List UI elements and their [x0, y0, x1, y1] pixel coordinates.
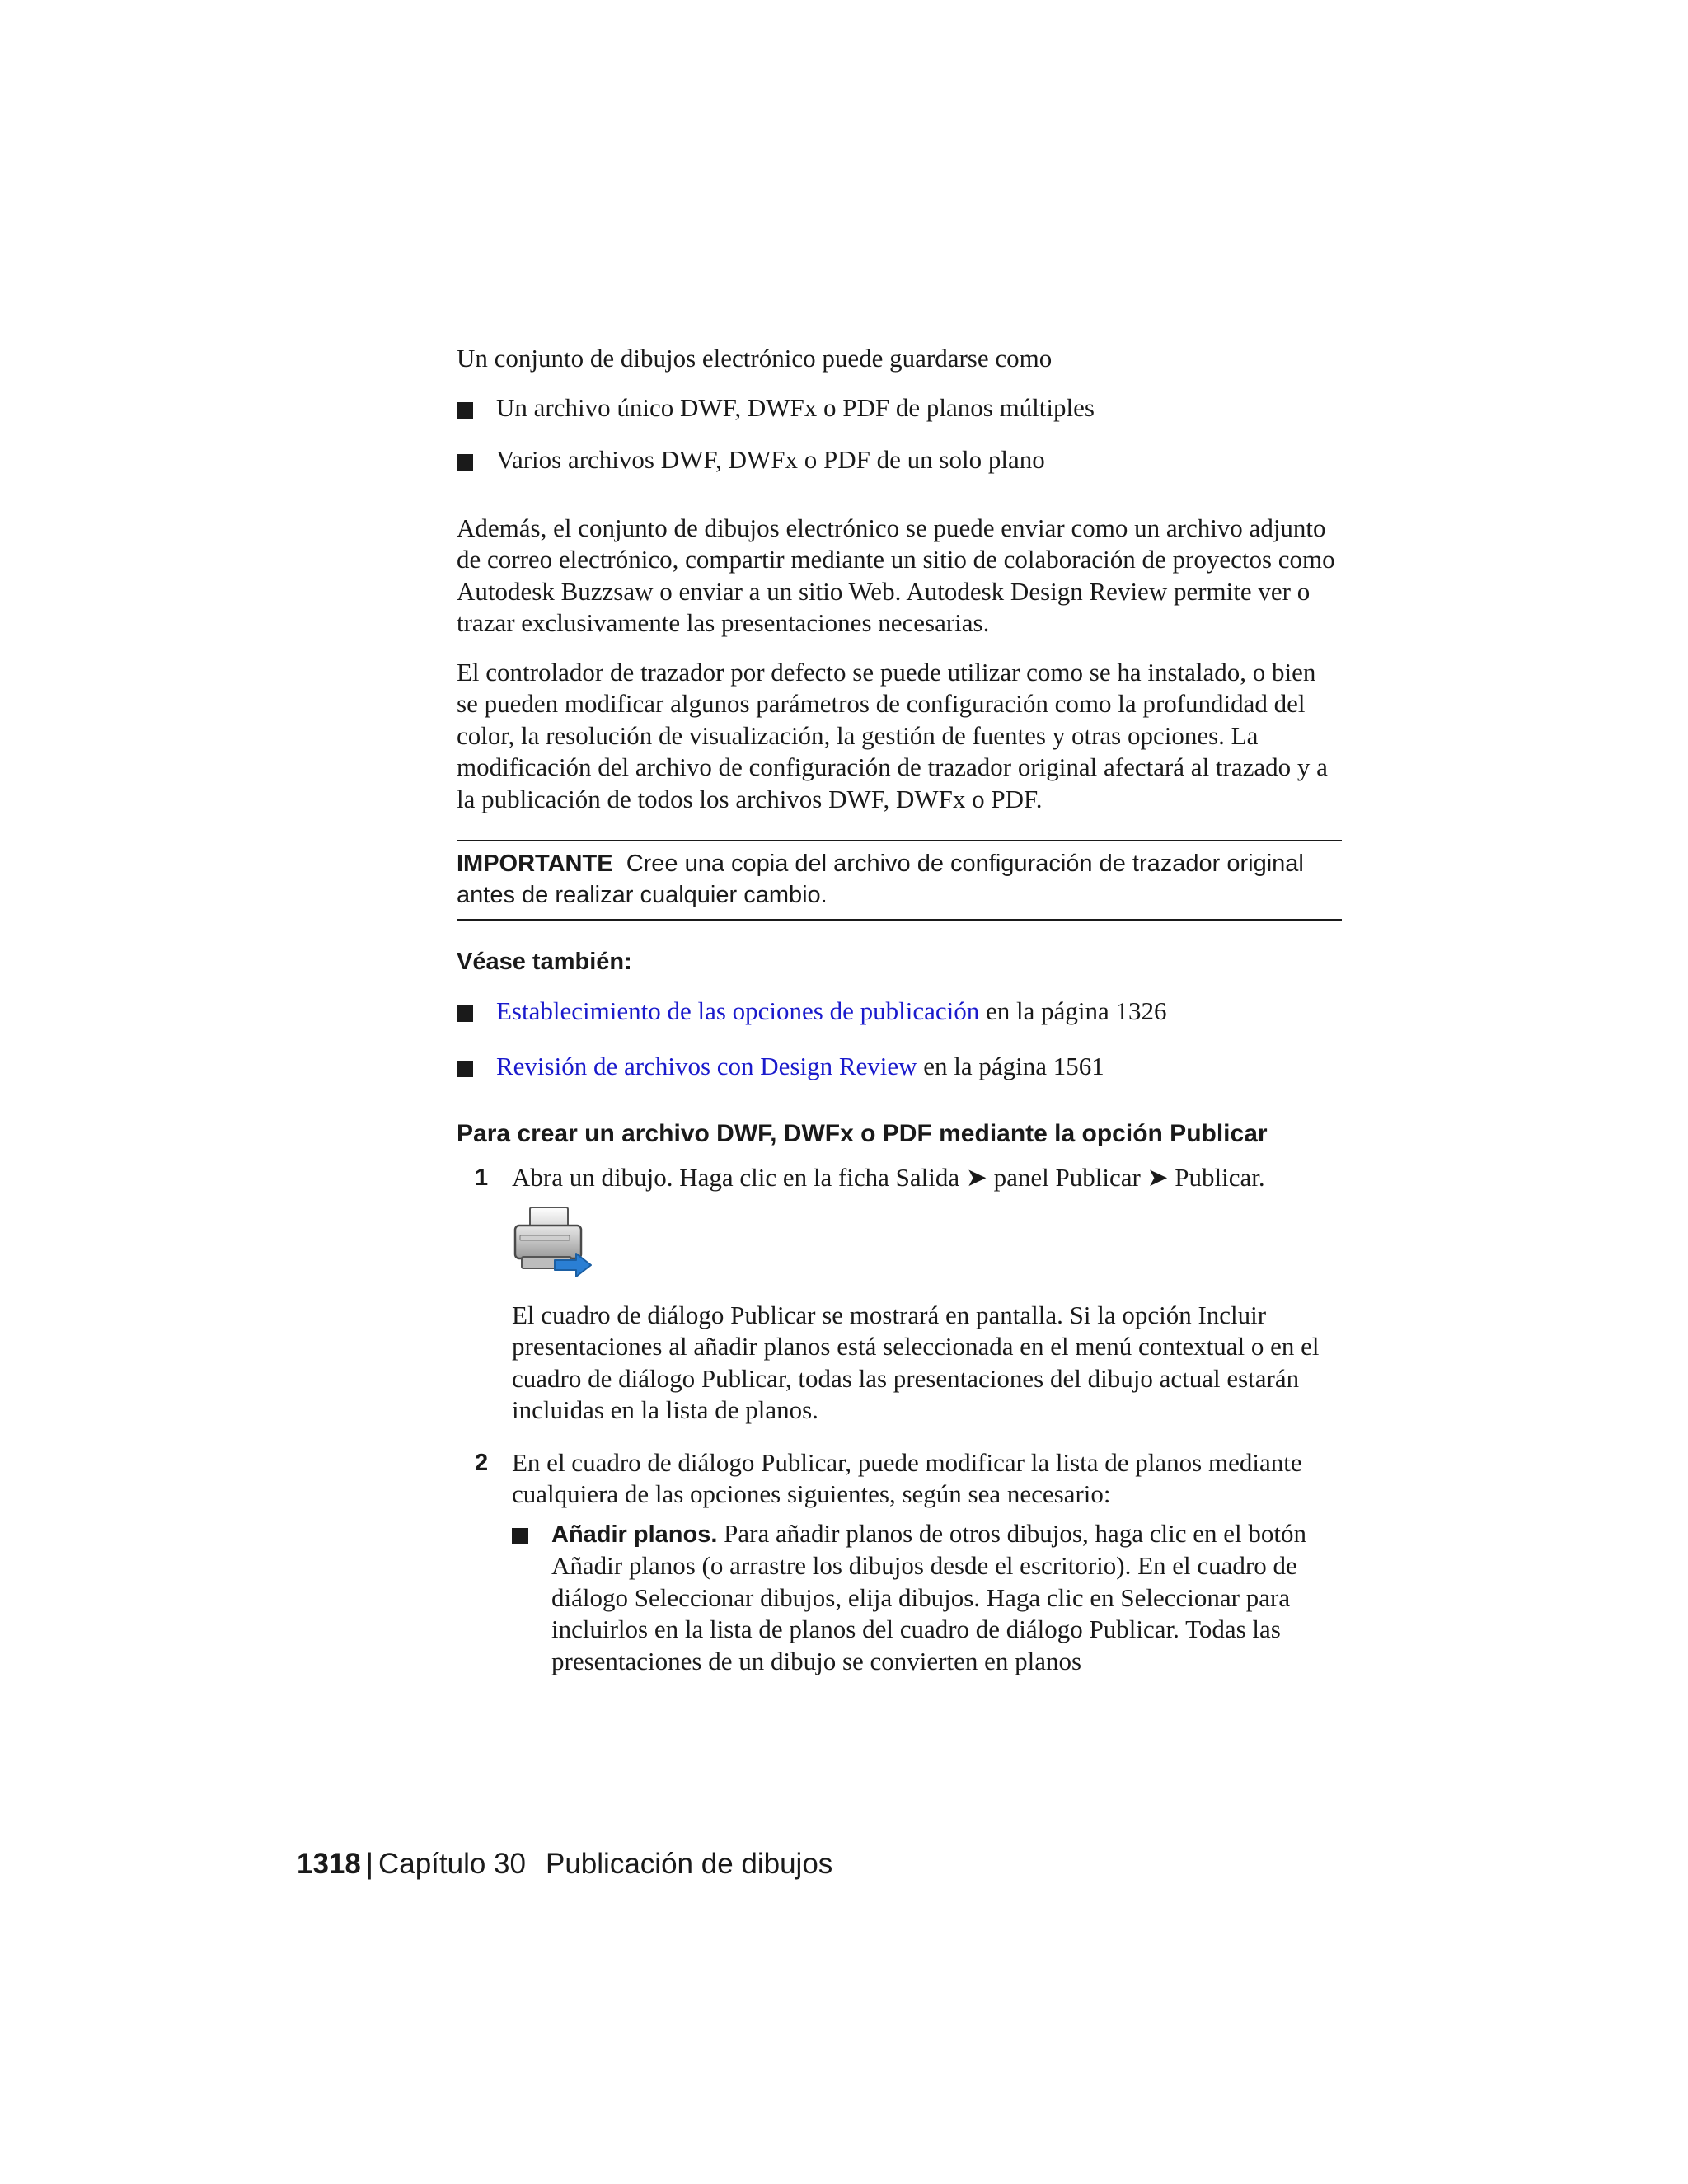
intro-text: Un conjunto de dibujos electrónico puede guardarse como: [457, 344, 1053, 373]
list-item: [457, 996, 1342, 1028]
paragraph-plotter-config: El controlador de trazador por defecto se puede utilizar como se ha instalado, o bien se pueden modificar algunos parámetros de configuración como la profundidad del color, la resolución de visualización, la gestión de fuentes y otras opciones. La modificación del archivo de configuración de trazador original afectará al trazado y a la publicación de todos los archivos DWF, DWFx o PDF.: [457, 657, 1328, 813]
step-number: 1: [475, 1165, 489, 1191]
see-also-list: [457, 996, 1342, 1082]
list-item: [512, 1518, 1342, 1678]
list-item-text: Varios archivos DWF, DWFx o PDF de un solo plano: [496, 445, 1045, 474]
link-page-ref: en la página 1326: [979, 996, 1167, 1025]
page-footer: [297, 1848, 832, 1881]
bullet-icon: [457, 1005, 473, 1022]
save-options-list: [457, 392, 1342, 476]
step-number: 2: [475, 1449, 489, 1476]
list-item: [457, 392, 1342, 424]
step-text: En el cuadro de diálogo Publicar, puede modificar la lista de planos mediante cualquiera de las opciones siguientes, según sea necesario:: [512, 1447, 1302, 1508]
link-publish-options[interactable]: Establecimiento de las opciones de publicación: [496, 996, 980, 1025]
list-item-text: Un archivo único DWF, DWFx o PDF de planos múltiples: [496, 392, 1095, 422]
step-text: Abra un dibujo. Haga clic en la ficha Salida ➤ panel Publicar ➤ Publicar.: [512, 1163, 1265, 1192]
see-also-heading: Véase también:: [457, 949, 632, 975]
procedure-step: [457, 1447, 1342, 1678]
important-text: Cree una copia del archivo de configuración de trazador original antes de realizar cualquier cambio.: [457, 851, 1304, 908]
sub-item-text: Para añadir planos de otros dibujos, haga clic en el botón Añadir planos (o arrastre los dibujos desde el escritorio). En el cuadro de diálogo Seleccionar dibujos, elija dibujos. Haga clic en Seleccionar para incluirlos en la lista de planos del cuadro de diálogo Publicar. Todas las presentaciones de un dibujo se convierten en planos: [551, 1518, 1306, 1675]
link-design-review[interactable]: Revisión de archivos con Design Review: [496, 1051, 917, 1080]
page-number: 1318: [297, 1848, 361, 1880]
procedure-title: Para crear un archivo DWF, DWFx o PDF mediante la opción Publicar: [457, 1120, 1268, 1147]
important-note: [457, 840, 1342, 921]
paragraph-distribution: Además, el conjunto de dibujos electrónico se puede enviar como un archivo adjunto de correo electrónico, compartir mediante un sitio de colaboración de proyectos como Autodesk Buzzsaw o enviar a un sitio Web. Autodesk Design Review permite ver o trazar exclusivamente las presentaciones necesarias.: [457, 513, 1335, 637]
page-content: [457, 343, 1342, 1677]
chapter-label: Capítulo 30: [377, 1848, 526, 1880]
link-page-ref: en la página 1561: [917, 1051, 1104, 1080]
sub-item-term: Añadir planos.: [551, 1521, 718, 1548]
footer-separator: |: [365, 1848, 373, 1880]
list-item: [457, 444, 1342, 476]
publish-icon: [512, 1202, 594, 1282]
important-label: IMPORTANTE: [457, 851, 613, 877]
procedure-step: [457, 1162, 1342, 1427]
step-followup: El cuadro de diálogo Publicar se mostrará en pantalla. Si la opción Incluir presentaciones al añadir planos está seleccionada en el menú contextual o en el cuadro de diálogo Publicar, todas las presentaciones del dibujo actual estarán incluidas en la lista de planos.: [512, 1300, 1320, 1424]
bullet-icon: [457, 402, 473, 419]
bullet-icon: [512, 1528, 528, 1544]
bullet-icon: [457, 1061, 473, 1077]
bullet-icon: [457, 454, 473, 471]
list-item: [457, 1051, 1342, 1083]
chapter-title: Publicación de dibujos: [546, 1848, 833, 1880]
